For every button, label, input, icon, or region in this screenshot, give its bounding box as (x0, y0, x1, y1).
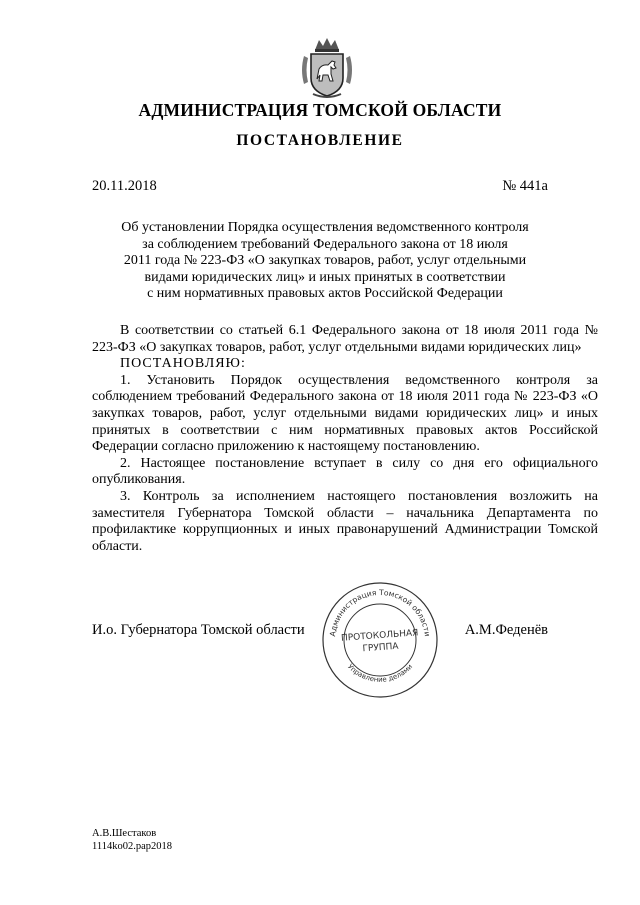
body-item-3: 3. Контроль за исполнением настоящего постановления возложить на заместителя Губернатора Томской области – начальника Департамента по профилактике коррупционных и иных правонарушений Администрации Томской области. (92, 488, 598, 554)
subject-line: видами юридических лиц» и иных принятых в соответствии (144, 269, 506, 285)
file-code: 1114ko02.pap2018 (92, 841, 173, 852)
coat-of-arms-icon (298, 34, 356, 100)
executor-info (92, 827, 172, 853)
document-subject (92, 220, 558, 303)
preamble-paragraph: В соответствии со статьей 6.1 Федерального закона от 18 июля 2011 года № 223-ФЗ «О закупках товаров, работ, услуг отдельными видами юридических лиц» (92, 323, 598, 355)
subject-line: 2011 года № 223-ФЗ «О закупках товаров, работ, услуг отдельными (123, 253, 527, 269)
document-body (92, 323, 598, 555)
stamp-center-line-2: ГРУППА (362, 641, 399, 655)
stamp-ring-text: Администрация Томской области (328, 587, 432, 637)
official-stamp (320, 580, 440, 700)
stamp-center-line-1: ПРОТОКОЛЬНАЯ (340, 628, 419, 644)
executor-name: А.В.Шестаков (92, 828, 157, 839)
document-date: 20.11.2018 (92, 178, 157, 194)
organization-title: АДМИНИСТРАЦИЯ ТОМСКОЙ ОБЛАСТИ (138, 100, 502, 120)
body-item-1: 1. Установить Порядок осуществления ведомственного контроля за соблюдением требований Федерального закона от 18 июля 2011 года № 223-ФЗ «О закупках товаров, работ, услуг отдельными видами юридических лиц» и иных принятых в соответствии с ним нормативных правовых актов Российской Федерации согласно приложению к настоящему постановлению. (92, 372, 598, 455)
stamp-bottom-text: Управление делами (345, 662, 415, 684)
signatory-position: И.о. Губернатора Томской области (92, 622, 305, 638)
subject-line: за соблюдением требований Федерального закона от 18 июля (142, 236, 508, 252)
subject-line: с ним нормативных правовых актов Российской Федерации (147, 286, 503, 302)
signatory-name: А.М.Феденёв (464, 622, 548, 638)
document-type: ПОСТАНОВЛЕНИЕ (236, 132, 404, 149)
document-number: № 441а (502, 178, 548, 194)
body-item-2: 2. Настоящее постановление вступает в силу со дня его официального опубликования. (92, 455, 598, 488)
resolve-heading: ПОСТАНОВЛЯЮ: (120, 356, 246, 372)
subject-line: Об установлении Порядка осуществления ведомственного контроля (121, 220, 529, 235)
